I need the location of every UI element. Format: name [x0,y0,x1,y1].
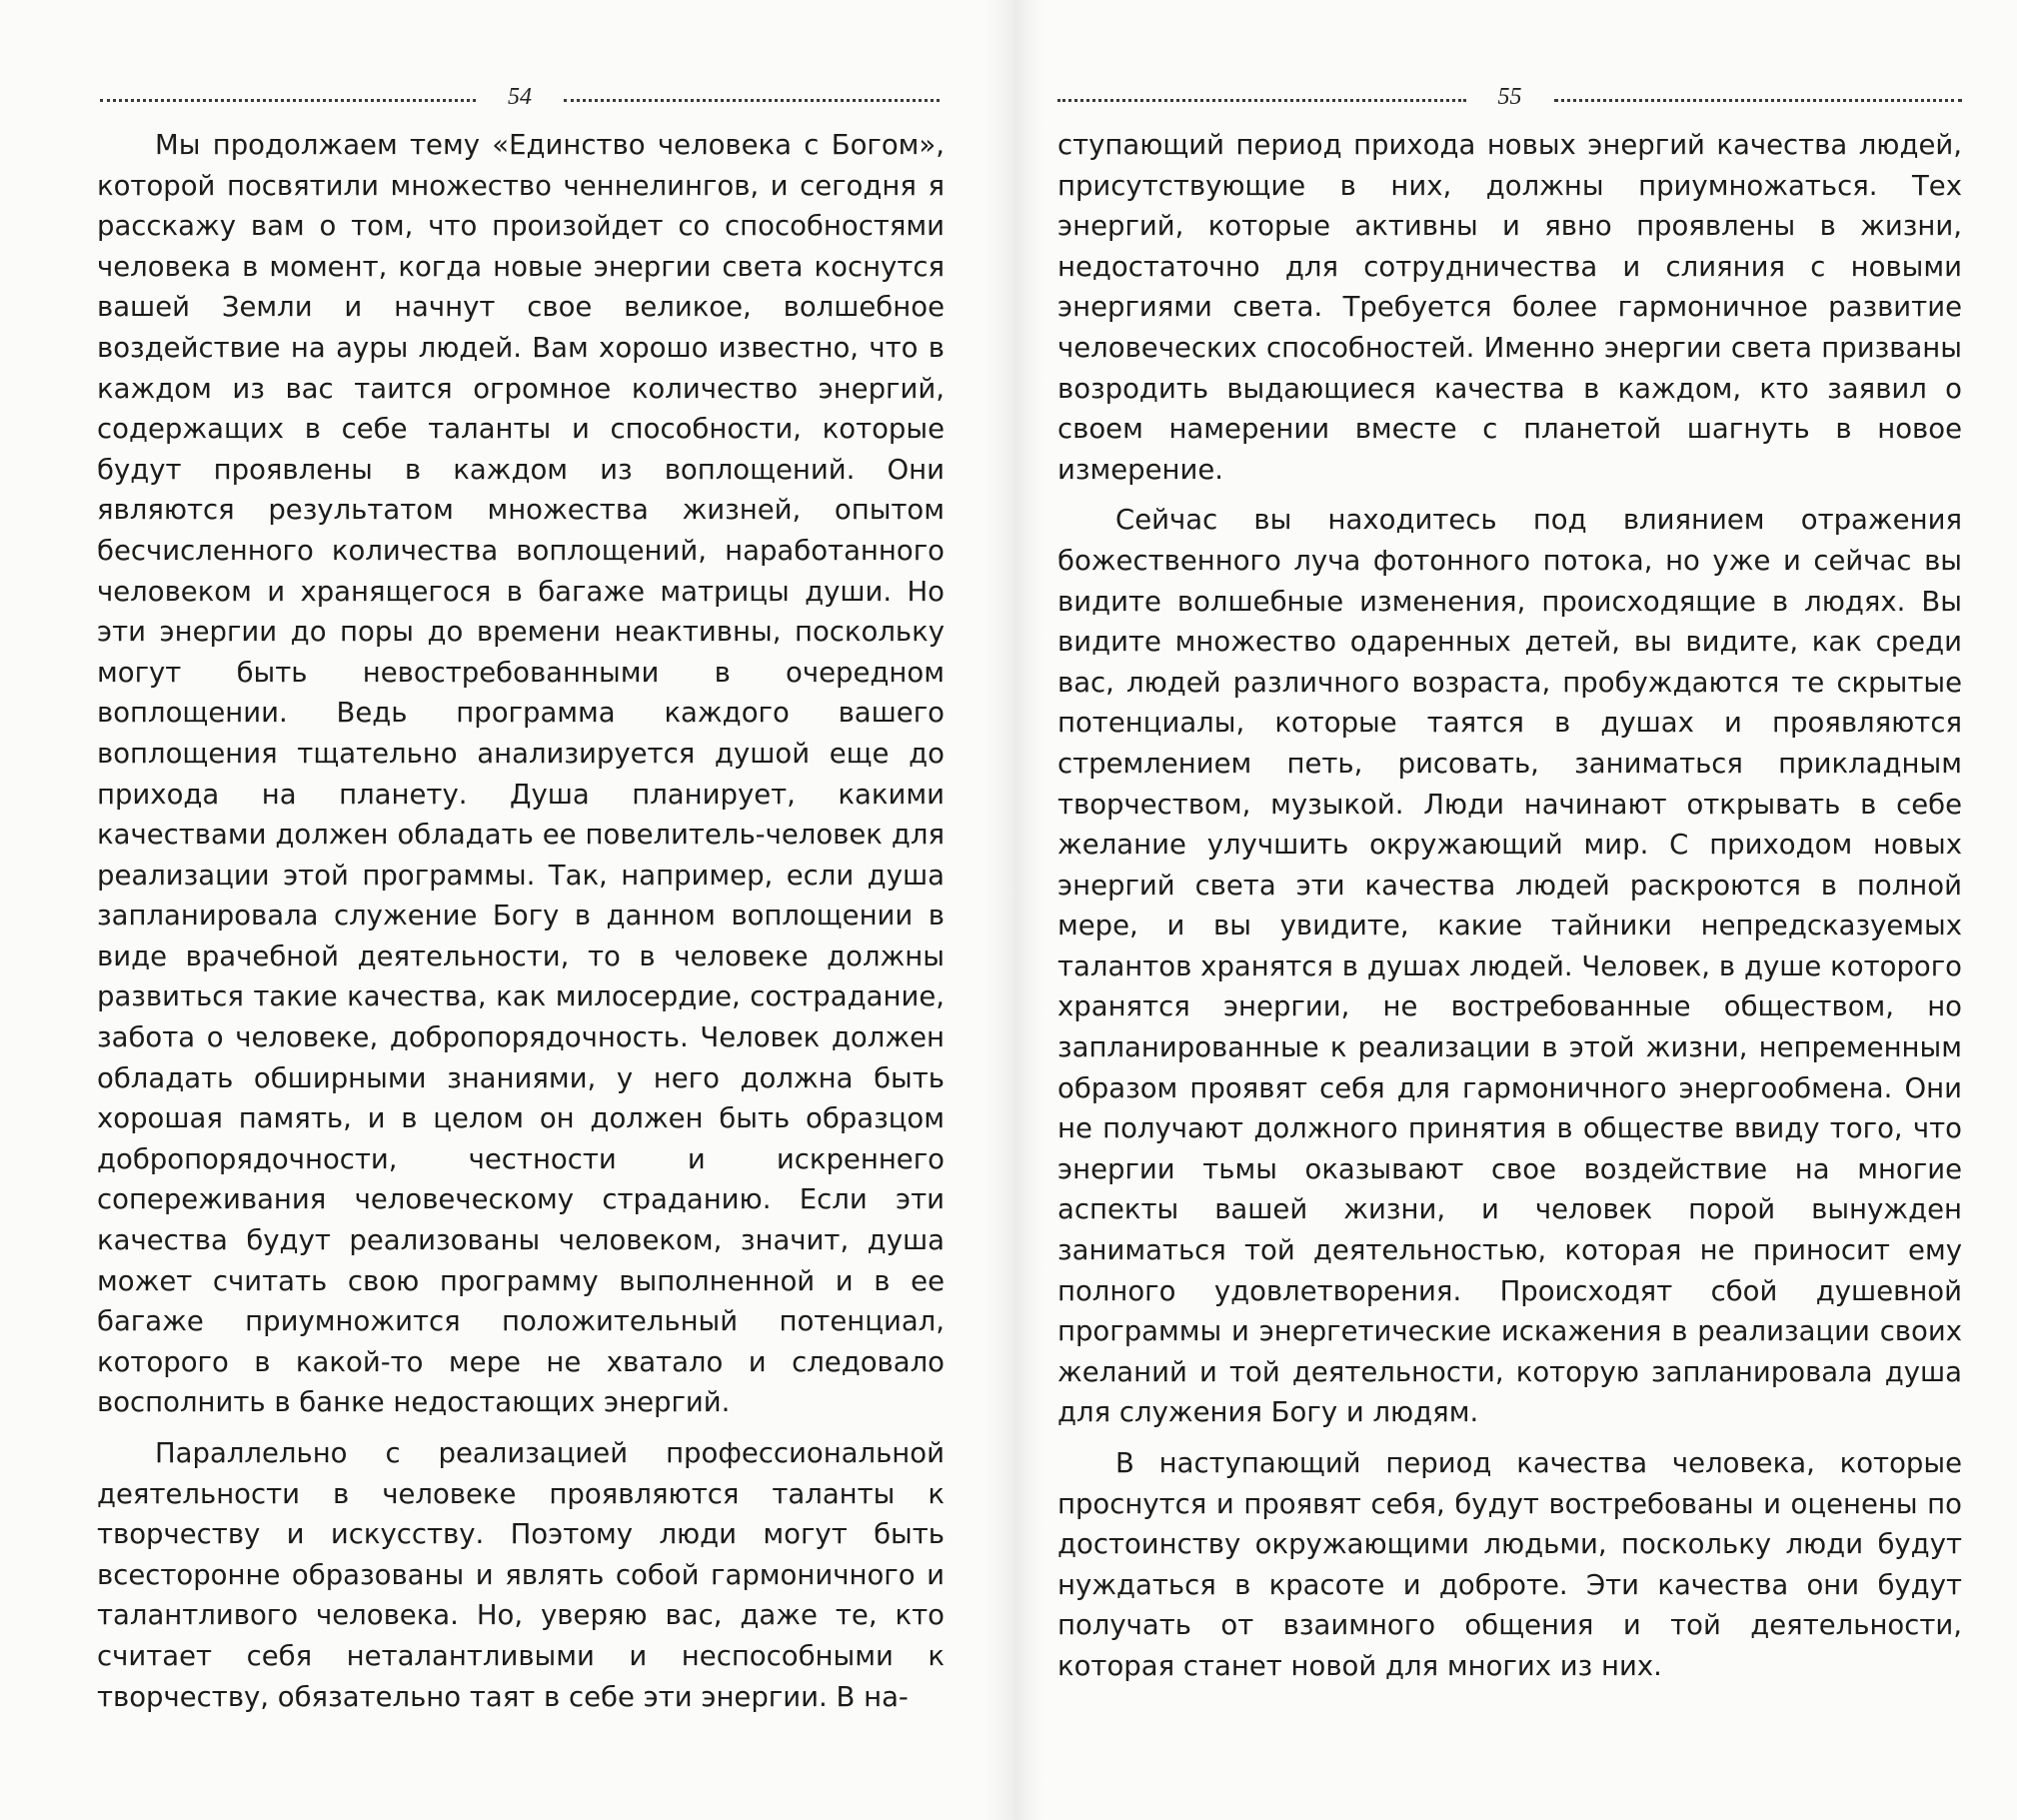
left-page-header [100,82,940,112]
left-page-body [97,125,945,1717]
paragraph: Параллельно с реализацией профессиональной деятельности в человеке проявляются таланты к творчеству и искусству. Поэтому люди могут быть всесторонне образованы и являть собой гармоничного и талантливого человека. Но, уверяю вас, даже те, кто считает себя неталантливыми и неспособными к творчеству, обязательно таят в себе эти энергии. В на- [97,1437,945,1713]
left-page [0,0,1000,1820]
paragraph: Мы продолжаем тему «Единство человека с Богом», которой посвятили множество ченнелингов, и сегодня я расскажу вам о том, что произойдет со способностями человека в момент, когда новые энергии света коснутся вашей Земли и начнут свое великое, волшебное воздействие на ауры людей. Вам хорошо известно, что в каждом из вас таится огромное количество энергий, содержащих в себе таланты и способности, которые будут проявлены в каждом из воплощений. Они являются результатом множества жизней, опытом бесчисленного количества воплощений, наработанного человеком и хранящегося в багаже матрицы души. Но эти энергии до поры до времени неактивны, поскольку могут быть невостребованными в очередном воплощении. Ведь программа каждого вашего воплощения тщательно анализируется душой еще до прихода на планету. Душа планирует, какими качествами должен обладать ее повелитель-человек для реализации этой программы. Так, например, если душа запланировала служение Богу в данном воплощении в виде врачебной деятельности, то в человеке должны развиться такие качества, как милосердие, сострадание, забота о человеке, добропорядочность. Человек должен обладать обширными знаниями, у него должна быть хорошая память, и в целом он должен быть образцом добропорядочности, честности и искреннего сопереживания человеческому страданию. Если эти качества будут реализованы человеком, значит, душа может считать свою программу выполненной и в ее багаже приумножится положительный потенциал, которого в какой-то мере не хватало и следовало восполнить в банке недостающих энергий. [97,129,945,1419]
paragraph: В наступающий период качества человека, которые проснутся и проявят себя, будут востребованы и оценены по достоинству окружающими людьми, поскольку люди будут нуждаться в красоте и доброте. Эти качества они будут получать от взаимного общения и той деятельности, которая станет новой для многих из них. [1057,1447,1962,1682]
header-dotted-rule-right [1554,99,1963,102]
right-page-header [1057,82,1962,112]
header-dotted-rule-left [1057,99,1466,102]
page-number-left: 54 [508,83,532,110]
header-dotted-rule-left [100,99,476,102]
paragraph-continuation: ступающий период прихода новых энергий качества людей, присутствующие в них, должны приумножаться. Тех энергий, которые активны и явно проявлены в жизни, недостаточно для сотрудничества и слияния с новыми энергиями света. Требуется более гармоничное развитие человеческих способностей. Именно энергии света призваны возродить выдающиеся качества в каждом, кто заявил о своем намерении вместе с планетой шагнуть в новое измерение. [1057,129,1962,486]
header-dotted-rule-right [564,99,940,102]
page-number-right: 55 [1497,83,1522,110]
right-page [1017,0,2017,1820]
right-page-body [1057,125,1962,1687]
paragraph: Сейчас вы находитесь под влиянием отражения божественного луча фотонного потока, но уже и сейчас вы видите волшебные изменения, происходящие в людях. Вы видите множество одаренных детей, вы видите, как среди вас, людей различного возраста, пробуждаются те скрытые потенциалы, которые таятся в душах и проявляются стремлением петь, рисовать, заниматься прикладным творчеством, музыкой. Люди начинают открывать в себе желание улучшить окружающий мир. С приходом новых энергий света эти качества людей раскроются в полной мере, и вы увидите, какие тайники непредсказуемых талантов хранятся в душах людей. Человек, в душе которого хранятся энергии, не востребованные обществом, но запланированные к реализации в этой жизни, непременным образом проявят себя для гармоничного энергообмена. Они не получают должного принятия в обществе ввиду того, что энергии тьмы оказывают свое воздействие на многие аспекты вашей жизни, и человек порой вынужден заниматься той деятельностью, которая не приносит ему полного удовлетворения. Происходят сбой душевной программы и энергетические искажения в реализации своих желаний и той деятельности, которую запланировала душа для служения Богу и людям. [1057,504,1962,1429]
